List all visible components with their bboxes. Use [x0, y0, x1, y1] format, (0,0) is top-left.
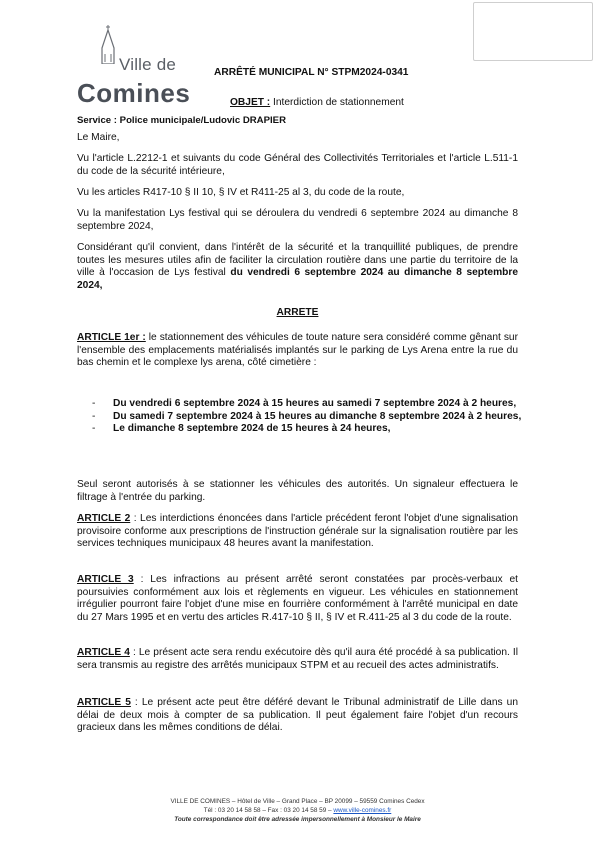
website-link[interactable]: www.ville-comines.fr — [333, 807, 392, 814]
logo-line-ville: Ville de — [119, 55, 177, 74]
list-item: - Du samedi 7 septembre 2024 à 15 heures au dimanche 8 septembre 2024 à 2 heures, — [92, 410, 522, 422]
article-2-text: : Les interdictions énoncées dans l'article précédent feront l'objet d'une signalisation provisoire conforme aux prescriptions de l'instruction générale sur la signalisation routière par les services techniques municipaux 48 heures avant la manifestation. — [77, 513, 518, 550]
article-1 — [77, 332, 518, 370]
list-item: - Le dimanche 8 septembre 2024 de 15 heures à 24 heures, — [92, 423, 391, 435]
article-2-label: ARTICLE 2 — [77, 513, 131, 524]
date-range-1: Du vendredi 6 septembre 2024 à 15 heures au samedi 7 septembre 2024 à 2 heures, — [113, 398, 517, 409]
church-steeple-icon — [98, 24, 118, 64]
footer-address: VILLE DE COMINES – Hôtel de Ville – Grand Place – BP 20099 – 59559 Comines Cedex — [170, 798, 425, 805]
city-logo — [77, 24, 195, 110]
article-4-label: ARTICLE 4 — [77, 647, 130, 658]
objet-line — [230, 97, 404, 108]
vu-manifestation: Vu la manifestation Lys festival qui se déroulera du vendredi 6 septembre 2024 au dimanche 8 septembre 2024, — [77, 208, 518, 232]
article-5-text: : Le présent acte peut être déféré devant le Tribunal administratif de Lille dans un délai de deux mois à compter de sa publication. Il peut également faire l'objet d'un recours gracieux dans les mêmes conditions de délai. — [77, 697, 518, 734]
footer-contact — [0, 806, 595, 815]
vu-cgct: Vu l'article L.2212-1 et suivants du code Général des Collectivités Territoriales et l'article L.511-1 du code de la sécurité intérieure, — [77, 153, 518, 177]
article-3-label: ARTICLE 3 — [77, 574, 134, 585]
list-item: - Du vendredi 6 septembre 2024 à 15 heures au samedi 7 septembre 2024 à 2 heures, — [92, 398, 517, 409]
objet-label: OBJET : — [230, 97, 271, 108]
vu-code-route: Vu les articles R417-10 § II 10, § IV et R411-25 al 3, du code de la route, — [77, 187, 405, 198]
article-5 — [77, 697, 518, 735]
considerant-dates: du vendredi 6 septembre 2024 au dimanche 8 septembre 2024, — [77, 267, 518, 291]
article-1-label: ARTICLE 1er : — [77, 332, 146, 343]
article-5-label: ARTICLE 5 — [77, 697, 131, 708]
date-range-3: Le dimanche 8 septembre 2024 de 15 heures à 24 heures, — [113, 423, 391, 435]
article-3-text: : Les infractions au présent arrêté seront constatées par procès-verbaux et poursuivies conformément aux lois et règlements en vigueur. Les véhicules en stationnement irrégulier pourront faire l'objet d'une mise en fourrière conformément à l'arrêté municipal en date du 27 Mars 1995 et en vertu des articles R.417-10 § II, § IV et R.411-25 al 3 du code de la route. — [77, 574, 519, 623]
arrete-heading: ARRETE — [276, 307, 319, 318]
considerant-text: Considérant qu'il convient, dans l'intérêt de la sécurité et la tranquillité publiques, de prendre toutes les mesures utiles afin de faciliter la circulation routière dans une partie du territoire de la ville à l'occasion de Lys festival — [77, 242, 518, 279]
article-4 — [77, 647, 518, 672]
document-title: ARRÊTÉ MUNICIPAL N° STPM2024-0341 — [214, 67, 409, 78]
article-1-after: Seul seront autorisés à se stationner les véhicules des autorités. Un signaleur effectuera le filtrage à l'entrée du parking. — [77, 479, 518, 503]
objet-text: Interdiction de stationnement — [270, 97, 404, 108]
article-1-date-list — [92, 398, 522, 436]
article-1-text: le stationnement des véhicules de toute nature sera considéré comme gênant sur l'ensemble des emplacements matérialisés implantés sur le parking de Lys Arena entre la rue du bas chemin et le complexe lys arena, côté cimetière : — [77, 332, 518, 369]
article-3 — [77, 574, 518, 624]
date-range-2: Du samedi 7 septembre 2024 à 15 heures au dimanche 8 septembre 2024 à 2 heures, — [113, 410, 522, 422]
footer — [0, 797, 595, 824]
article-4-text: : Le présent acte sera rendu exécutoire dès qu'il aura été procédé à sa publication. Il sera transmis au registre des arrêtés municipaux STPM et au recueil des actes administratifs. — [77, 647, 519, 671]
logo-line-comines: Comines — [77, 78, 191, 108]
le-maire: Le Maire, — [77, 132, 120, 143]
stamp-box — [473, 2, 593, 61]
service-line: Service : Police municipale/Ludovic DRAPIER — [77, 115, 286, 126]
footer-notice: Toute correspondance doit être adressée impersonnellement à Monsieur le Maire — [174, 816, 421, 823]
considerant — [77, 242, 518, 292]
footer-phone-fax: Tél : 03 20 14 58 58 – Fax : 03 20 14 58 59 – — [203, 807, 334, 814]
article-2 — [77, 513, 518, 551]
